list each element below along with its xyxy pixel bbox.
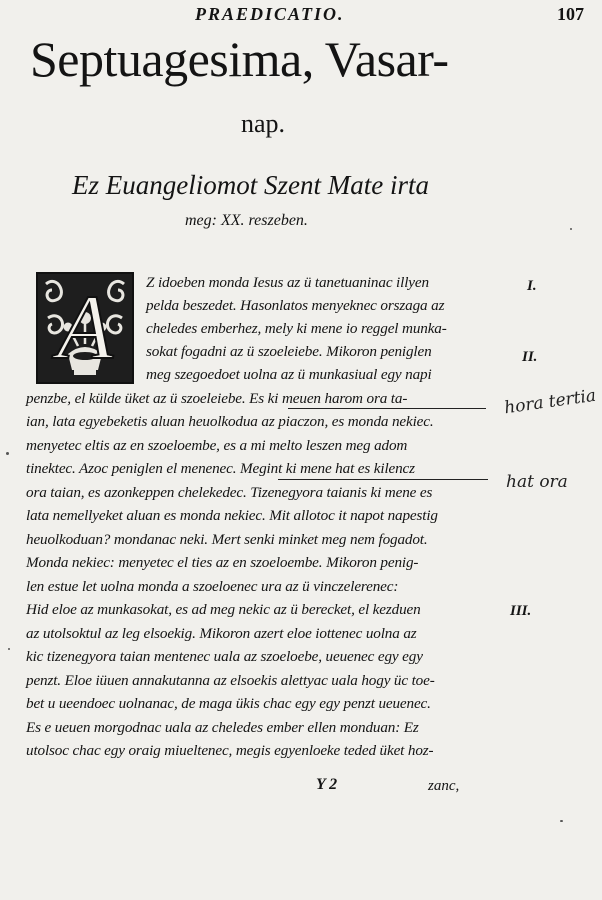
- margin-number: I.: [527, 278, 537, 294]
- decorated-initial: [36, 272, 134, 384]
- running-head: PRAEDICATIO.: [195, 4, 345, 24]
- body-line: pelda beszedet. Hasonlatos menyeknec orszaga az: [146, 297, 445, 314]
- body-line: tinektec. Azoc peniglen el menenec. Megint ki mene hat es kilencz: [26, 460, 415, 477]
- body-line: menyetec eltis az en szoeloembe, es a mi melto leszen meg adom: [26, 437, 408, 454]
- body-line: Monda nekiec: menyetec el ties az en szoeloembe. Mikoron penig-: [26, 554, 419, 571]
- page-title-continuation: nap.: [241, 109, 286, 138]
- body-line: Hid eloe az munkasokat, es ad meg nekic az ü berecket, el kezduen: [26, 601, 421, 618]
- body-line: meg szegoedoet uolna az ü munkasiual egy napi: [146, 366, 432, 383]
- paper-speck: [8, 648, 10, 650]
- initial-letter: A: [56, 276, 114, 378]
- gospel-subtitle: Ez Euangeliomot Szent Mate irta: [72, 170, 429, 200]
- body-line: heuolkoduan? mondanac neki. Mert senki minket meg nem fogadot.: [26, 531, 428, 548]
- signature-mark: Y 2: [316, 776, 338, 793]
- handwritten-underline: [288, 406, 486, 409]
- paper-speck: [570, 228, 572, 230]
- body-line: Es e ueuen morgodnac uala az cheledes ember ellen monduan: Ez: [26, 719, 419, 736]
- body-line: sokat fogadni az ü szoeleiebe. Mikoron peniglen: [146, 343, 432, 360]
- paper-speck: [560, 820, 563, 822]
- page-number: 107: [557, 4, 584, 24]
- body-line: ora taian, es azonkeppen chelekedec. Tizenegyora taianis ki mene es: [26, 484, 433, 501]
- body-line: az utolsoktul az leg elsoekig. Mikoron azert eloe iottenec uolna az: [26, 625, 417, 642]
- body-line: bet u ueendoec uolnanac, de maga ükis chac egy egy penzt ueuenec.: [26, 695, 431, 712]
- body-line: penzbe, el külde üket az ü szoeleiebe. Es ki meuen harom ora ta-: [26, 390, 408, 407]
- page-title: Septuagesima, Vasar-: [30, 31, 449, 87]
- margin-number: III.: [510, 603, 532, 619]
- body-line: lata nemellyeket aluan es monda nekiec. Mit allotoc it napot napestig: [26, 507, 438, 524]
- body-line: penzt. Eloe iüuen annakutanna az elsoekis alettyac uala hogy üc toe-: [26, 672, 435, 689]
- body-line: len estue let uolna monda a szoeloenec ura az ü vinczelerenec:: [26, 578, 399, 595]
- handwritten-underline: [278, 477, 488, 480]
- body-line: Z idoeben monda Iesus az ü tanetuaninac illyen: [146, 274, 429, 291]
- body-line: ian, lata egyebeketis aluan heuolkodua az piaczon, es monda nekiec.: [26, 413, 434, 430]
- gospel-subtitle-continuation: meg: XX. reszeben.: [185, 212, 308, 229]
- handwritten-note: hat ora: [506, 472, 568, 492]
- handwritten-note: hora tertia: [503, 385, 598, 419]
- body-line: cheledes emberhez, mely ki mene io reggel munka-: [146, 320, 447, 337]
- margin-number: II.: [522, 349, 538, 365]
- paper-speck: [6, 452, 9, 455]
- body-line: kic tizenegyora taian mentenec uala az szoeloebe, ueuenec egy egy: [26, 648, 423, 665]
- catchword: zanc,: [428, 778, 460, 794]
- body-line: utolsoc chac egy oraig miueltenec, megis egyenloeke teded üket hoz-: [26, 742, 434, 759]
